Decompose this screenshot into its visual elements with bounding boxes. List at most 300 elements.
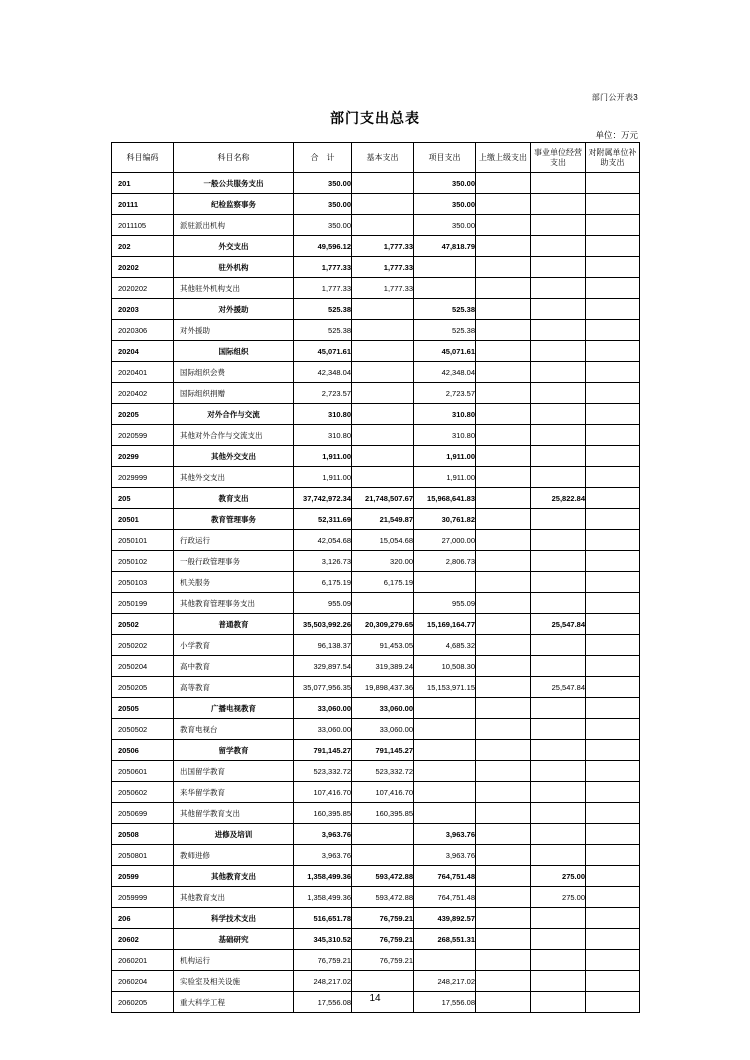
cell-total: 525.38 — [294, 299, 352, 320]
cell-project — [414, 698, 476, 719]
cell-total: 3,963.76 — [294, 824, 352, 845]
cell-name: 小学教育 — [174, 635, 294, 656]
cell-project — [414, 740, 476, 761]
cell-code: 20506 — [112, 740, 174, 761]
cell-total: 3,126.73 — [294, 551, 352, 572]
cell-subsidy — [586, 320, 640, 341]
cell-upper — [476, 614, 531, 635]
cell-upper — [476, 278, 531, 299]
cell-name: 来华留学教育 — [174, 782, 294, 803]
cell-operating — [531, 635, 586, 656]
cell-name: 其他教育支出 — [174, 866, 294, 887]
cell-operating — [531, 593, 586, 614]
cell-basic: 91,453.05 — [352, 635, 414, 656]
cell-project — [414, 257, 476, 278]
cell-project: 1,911.00 — [414, 446, 476, 467]
cell-operating — [531, 530, 586, 551]
cell-upper — [476, 467, 531, 488]
cell-upper — [476, 677, 531, 698]
cell-operating — [531, 551, 586, 572]
cell-basic — [352, 971, 414, 992]
cell-subsidy — [586, 278, 640, 299]
cell-project: 42,348.04 — [414, 362, 476, 383]
cell-basic: 791,145.27 — [352, 740, 414, 761]
cell-name: 其他外交支出 — [174, 467, 294, 488]
cell-total: 35,503,992.26 — [294, 614, 352, 635]
table-row — [112, 551, 640, 572]
cell-total: 17,556.08 — [294, 992, 352, 1013]
cell-name: 科学技术支出 — [174, 908, 294, 929]
cell-name: 教育支出 — [174, 488, 294, 509]
cell-name: 国际组织会费 — [174, 362, 294, 383]
cell-basic — [352, 299, 414, 320]
cell-basic: 15,054.68 — [352, 530, 414, 551]
cell-name: 其他教育管理事务支出 — [174, 593, 294, 614]
cell-operating — [531, 194, 586, 215]
cell-upper — [476, 929, 531, 950]
cell-upper — [476, 362, 531, 383]
table-row — [112, 257, 640, 278]
cell-name: 高中教育 — [174, 656, 294, 677]
table-row — [112, 341, 640, 362]
cell-code: 205 — [112, 488, 174, 509]
cell-operating — [531, 278, 586, 299]
cell-subsidy — [586, 845, 640, 866]
cell-code: 20502 — [112, 614, 174, 635]
cell-code: 2060204 — [112, 971, 174, 992]
cell-basic — [352, 845, 414, 866]
cell-operating — [531, 740, 586, 761]
table-row — [112, 950, 640, 971]
cell-operating — [531, 782, 586, 803]
cell-upper — [476, 593, 531, 614]
cell-project: 1,911.00 — [414, 467, 476, 488]
table-row — [112, 194, 640, 215]
cell-code: 20111 — [112, 194, 174, 215]
cell-subsidy — [586, 782, 640, 803]
table-row — [112, 320, 640, 341]
cell-total: 76,759.21 — [294, 950, 352, 971]
cell-operating: 275.00 — [531, 887, 586, 908]
cell-upper — [476, 530, 531, 551]
cell-total: 516,651.78 — [294, 908, 352, 929]
cell-name: 国际组织捐赠 — [174, 383, 294, 404]
cell-code: 201 — [112, 173, 174, 194]
cell-basic: 76,759.21 — [352, 908, 414, 929]
table-row — [112, 971, 640, 992]
cell-code: 2050101 — [112, 530, 174, 551]
cell-operating — [531, 425, 586, 446]
cell-basic: 593,472.88 — [352, 887, 414, 908]
cell-total: 791,145.27 — [294, 740, 352, 761]
cell-basic: 21,549.87 — [352, 509, 414, 530]
cell-basic: 319,389.24 — [352, 656, 414, 677]
cell-subsidy — [586, 698, 640, 719]
cell-subsidy — [586, 677, 640, 698]
cell-project — [414, 950, 476, 971]
cell-total: 160,395.85 — [294, 803, 352, 824]
cell-code: 2050199 — [112, 593, 174, 614]
table-row — [112, 887, 640, 908]
cell-total: 1,777.33 — [294, 257, 352, 278]
table-row — [112, 929, 640, 950]
cell-operating: 275.00 — [531, 866, 586, 887]
cell-upper — [476, 425, 531, 446]
cell-operating: 25,547.84 — [531, 677, 586, 698]
table-row — [112, 278, 640, 299]
cell-name: 对外援助 — [174, 299, 294, 320]
cell-code: 2050801 — [112, 845, 174, 866]
cell-basic — [352, 404, 414, 425]
cell-operating — [531, 698, 586, 719]
table-row — [112, 572, 640, 593]
cell-upper — [476, 761, 531, 782]
cell-subsidy — [586, 446, 640, 467]
cell-basic: 593,472.88 — [352, 866, 414, 887]
cell-project — [414, 782, 476, 803]
cell-project: 27,000.00 — [414, 530, 476, 551]
cell-code: 2020402 — [112, 383, 174, 404]
cell-subsidy — [586, 866, 640, 887]
table-row — [112, 782, 640, 803]
cell-basic: 107,416.70 — [352, 782, 414, 803]
cell-project — [414, 572, 476, 593]
table-row — [112, 740, 640, 761]
cell-total: 45,071.61 — [294, 341, 352, 362]
cell-project: 350.00 — [414, 194, 476, 215]
table-row — [112, 803, 640, 824]
cell-operating — [531, 257, 586, 278]
cell-subsidy — [586, 425, 640, 446]
cell-subsidy — [586, 593, 640, 614]
cell-name: 派驻派出机构 — [174, 215, 294, 236]
cell-subsidy — [586, 509, 640, 530]
cell-code: 20203 — [112, 299, 174, 320]
cell-upper — [476, 509, 531, 530]
cell-total: 345,310.52 — [294, 929, 352, 950]
cell-upper — [476, 950, 531, 971]
cell-operating — [531, 656, 586, 677]
cell-code: 20599 — [112, 866, 174, 887]
table-row — [112, 698, 640, 719]
cell-project: 955.09 — [414, 593, 476, 614]
table-row — [112, 530, 640, 551]
cell-code: 2020599 — [112, 425, 174, 446]
cell-project: 15,153,971.15 — [414, 677, 476, 698]
cell-subsidy — [586, 362, 640, 383]
cell-name: 重大科学工程 — [174, 992, 294, 1013]
page-title: 部门支出总表 — [330, 110, 420, 126]
cell-name: 其他对外合作与交流支出 — [174, 425, 294, 446]
cell-code: 2050204 — [112, 656, 174, 677]
table-row — [112, 446, 640, 467]
cell-code: 2020401 — [112, 362, 174, 383]
column-header-upper: 上缴上级支出 — [476, 143, 531, 173]
cell-basic: 76,759.21 — [352, 929, 414, 950]
cell-basic: 76,759.21 — [352, 950, 414, 971]
cell-name: 外交支出 — [174, 236, 294, 257]
table-row — [112, 845, 640, 866]
table-row — [112, 719, 640, 740]
cell-code: 20299 — [112, 446, 174, 467]
cell-subsidy — [586, 635, 640, 656]
cell-upper — [476, 635, 531, 656]
cell-operating — [531, 509, 586, 530]
cell-operating — [531, 299, 586, 320]
cell-basic: 33,060.00 — [352, 698, 414, 719]
cell-subsidy — [586, 572, 640, 593]
cell-basic: 160,395.85 — [352, 803, 414, 824]
cell-operating — [531, 383, 586, 404]
column-header-project: 项目支出 — [414, 143, 476, 173]
cell-name: 行政运行 — [174, 530, 294, 551]
cell-total: 525.38 — [294, 320, 352, 341]
column-header-subsidy: 对附属单位补助支出 — [586, 143, 640, 173]
cell-total: 350.00 — [294, 194, 352, 215]
cell-code: 2060201 — [112, 950, 174, 971]
cell-project: 310.80 — [414, 404, 476, 425]
table-row — [112, 299, 640, 320]
cell-upper — [476, 782, 531, 803]
cell-basic: 523,332.72 — [352, 761, 414, 782]
cell-subsidy — [586, 803, 640, 824]
cell-operating — [531, 446, 586, 467]
cell-basic — [352, 467, 414, 488]
cell-total: 310.80 — [294, 404, 352, 425]
cell-basic — [352, 425, 414, 446]
cell-basic: 21,748,507.67 — [352, 488, 414, 509]
cell-code: 2050202 — [112, 635, 174, 656]
cell-name: 教育电视台 — [174, 719, 294, 740]
cell-upper — [476, 488, 531, 509]
cell-project: 525.38 — [414, 320, 476, 341]
cell-total: 1,358,499.36 — [294, 887, 352, 908]
cell-subsidy — [586, 236, 640, 257]
cell-upper — [476, 299, 531, 320]
cell-upper — [476, 824, 531, 845]
table-body — [112, 173, 640, 1013]
cell-upper — [476, 698, 531, 719]
column-header-basic: 基本支出 — [352, 143, 414, 173]
cell-upper — [476, 845, 531, 866]
cell-upper — [476, 719, 531, 740]
cell-subsidy — [586, 215, 640, 236]
cell-subsidy — [586, 341, 640, 362]
cell-total: 955.09 — [294, 593, 352, 614]
cell-code: 2050102 — [112, 551, 174, 572]
cell-upper — [476, 404, 531, 425]
cell-basic — [352, 341, 414, 362]
cell-name: 其他外交支出 — [174, 446, 294, 467]
cell-code: 2050601 — [112, 761, 174, 782]
cell-total: 329,897.54 — [294, 656, 352, 677]
cell-basic — [352, 824, 414, 845]
cell-subsidy — [586, 257, 640, 278]
cell-operating — [531, 236, 586, 257]
table-row — [112, 677, 640, 698]
cell-project: 47,818.79 — [414, 236, 476, 257]
cell-subsidy — [586, 299, 640, 320]
table-row — [112, 467, 640, 488]
cell-upper — [476, 215, 531, 236]
form-reference-label: 部门公开表3 — [591, 93, 638, 102]
cell-operating — [531, 215, 586, 236]
cell-subsidy — [586, 404, 640, 425]
cell-basic — [352, 383, 414, 404]
table-row — [112, 908, 640, 929]
cell-basic — [352, 446, 414, 467]
cell-name: 实验室及相关设施 — [174, 971, 294, 992]
table-row — [112, 362, 640, 383]
cell-project: 525.38 — [414, 299, 476, 320]
table-row — [112, 425, 640, 446]
cell-project: 350.00 — [414, 215, 476, 236]
cell-upper — [476, 383, 531, 404]
cell-name: 其他留学教育支出 — [174, 803, 294, 824]
table-row — [112, 509, 640, 530]
cell-subsidy — [586, 383, 640, 404]
cell-project: 764,751.48 — [414, 866, 476, 887]
cell-operating — [531, 404, 586, 425]
cell-total: 35,077,956.35 — [294, 677, 352, 698]
cell-total: 1,911.00 — [294, 467, 352, 488]
cell-upper — [476, 740, 531, 761]
table-row — [112, 593, 640, 614]
cell-project: 17,556.08 — [414, 992, 476, 1013]
cell-name: 教育管理事务 — [174, 509, 294, 530]
cell-subsidy — [586, 971, 640, 992]
table-row — [112, 761, 640, 782]
cell-basic: 1,777.33 — [352, 236, 414, 257]
cell-code: 20505 — [112, 698, 174, 719]
cell-subsidy — [586, 194, 640, 215]
cell-basic: 320.00 — [352, 551, 414, 572]
cell-total: 37,742,972.34 — [294, 488, 352, 509]
page-number: 14 — [369, 993, 381, 1004]
cell-code: 2050205 — [112, 677, 174, 698]
cell-project: 3,963.76 — [414, 824, 476, 845]
cell-operating — [531, 908, 586, 929]
cell-subsidy — [586, 740, 640, 761]
cell-project: 268,551.31 — [414, 929, 476, 950]
cell-code: 2020306 — [112, 320, 174, 341]
cell-name: 高等教育 — [174, 677, 294, 698]
cell-project: 2,806.73 — [414, 551, 476, 572]
cell-upper — [476, 866, 531, 887]
cell-subsidy — [586, 530, 640, 551]
cell-basic: 19,898,437.36 — [352, 677, 414, 698]
cell-operating — [531, 971, 586, 992]
cell-name: 一般行政管理事务 — [174, 551, 294, 572]
cell-basic: 6,175.19 — [352, 572, 414, 593]
cell-subsidy — [586, 656, 640, 677]
cell-name: 普通教育 — [174, 614, 294, 635]
column-header-total: 合 计 — [294, 143, 352, 173]
cell-name: 一般公共服务支出 — [174, 173, 294, 194]
cell-code: 20204 — [112, 341, 174, 362]
table-row — [112, 383, 640, 404]
cell-total: 42,348.04 — [294, 362, 352, 383]
cell-name: 驻外机构 — [174, 257, 294, 278]
cell-name: 对外合作与交流 — [174, 404, 294, 425]
column-header-operating: 事业单位经营支出 — [531, 143, 586, 173]
cell-project — [414, 761, 476, 782]
table-row — [112, 173, 640, 194]
cell-operating — [531, 761, 586, 782]
cell-total: 107,416.70 — [294, 782, 352, 803]
cell-upper — [476, 908, 531, 929]
cell-code: 2020202 — [112, 278, 174, 299]
cell-operating — [531, 173, 586, 194]
cell-project: 15,169,164.77 — [414, 614, 476, 635]
cell-code: 2050602 — [112, 782, 174, 803]
cell-total: 523,332.72 — [294, 761, 352, 782]
cell-project: 3,963.76 — [414, 845, 476, 866]
cell-basic — [352, 215, 414, 236]
cell-code: 2029999 — [112, 467, 174, 488]
table-row — [112, 488, 640, 509]
cell-basic: 1,777.33 — [352, 257, 414, 278]
cell-project: 2,723.57 — [414, 383, 476, 404]
cell-name: 对外援助 — [174, 320, 294, 341]
cell-subsidy — [586, 908, 640, 929]
cell-upper — [476, 971, 531, 992]
cell-code: 20508 — [112, 824, 174, 845]
table-row — [112, 404, 640, 425]
cell-basic — [352, 320, 414, 341]
cell-operating — [531, 341, 586, 362]
cell-operating — [531, 362, 586, 383]
cell-operating — [531, 824, 586, 845]
cell-upper — [476, 320, 531, 341]
cell-project: 15,968,641.83 — [414, 488, 476, 509]
cell-upper — [476, 446, 531, 467]
cell-code: 202 — [112, 236, 174, 257]
cell-upper — [476, 257, 531, 278]
column-header-code: 科目编码 — [112, 143, 174, 173]
cell-upper — [476, 551, 531, 572]
cell-project: 248,217.02 — [414, 971, 476, 992]
cell-project — [414, 719, 476, 740]
cell-operating — [531, 467, 586, 488]
cell-total: 350.00 — [294, 215, 352, 236]
cell-upper — [476, 803, 531, 824]
cell-project: 439,892.57 — [414, 908, 476, 929]
cell-name: 出国留学教育 — [174, 761, 294, 782]
cell-code: 20205 — [112, 404, 174, 425]
table-row — [112, 614, 640, 635]
cell-project: 764,751.48 — [414, 887, 476, 908]
table-row — [112, 236, 640, 257]
cell-operating — [531, 845, 586, 866]
cell-name: 机构运行 — [174, 950, 294, 971]
cell-name: 教师进修 — [174, 845, 294, 866]
cell-subsidy — [586, 551, 640, 572]
cell-upper — [476, 572, 531, 593]
cell-total: 33,060.00 — [294, 719, 352, 740]
table-row — [112, 824, 640, 845]
cell-total: 49,596.12 — [294, 236, 352, 257]
cell-total: 96,138.37 — [294, 635, 352, 656]
cell-operating — [531, 320, 586, 341]
column-header-name: 科目名称 — [174, 143, 294, 173]
cell-project: 10,508.30 — [414, 656, 476, 677]
cell-operating: 25,822.84 — [531, 488, 586, 509]
cell-name: 国际组织 — [174, 341, 294, 362]
cell-total: 3,963.76 — [294, 845, 352, 866]
cell-subsidy — [586, 929, 640, 950]
table-row — [112, 866, 640, 887]
